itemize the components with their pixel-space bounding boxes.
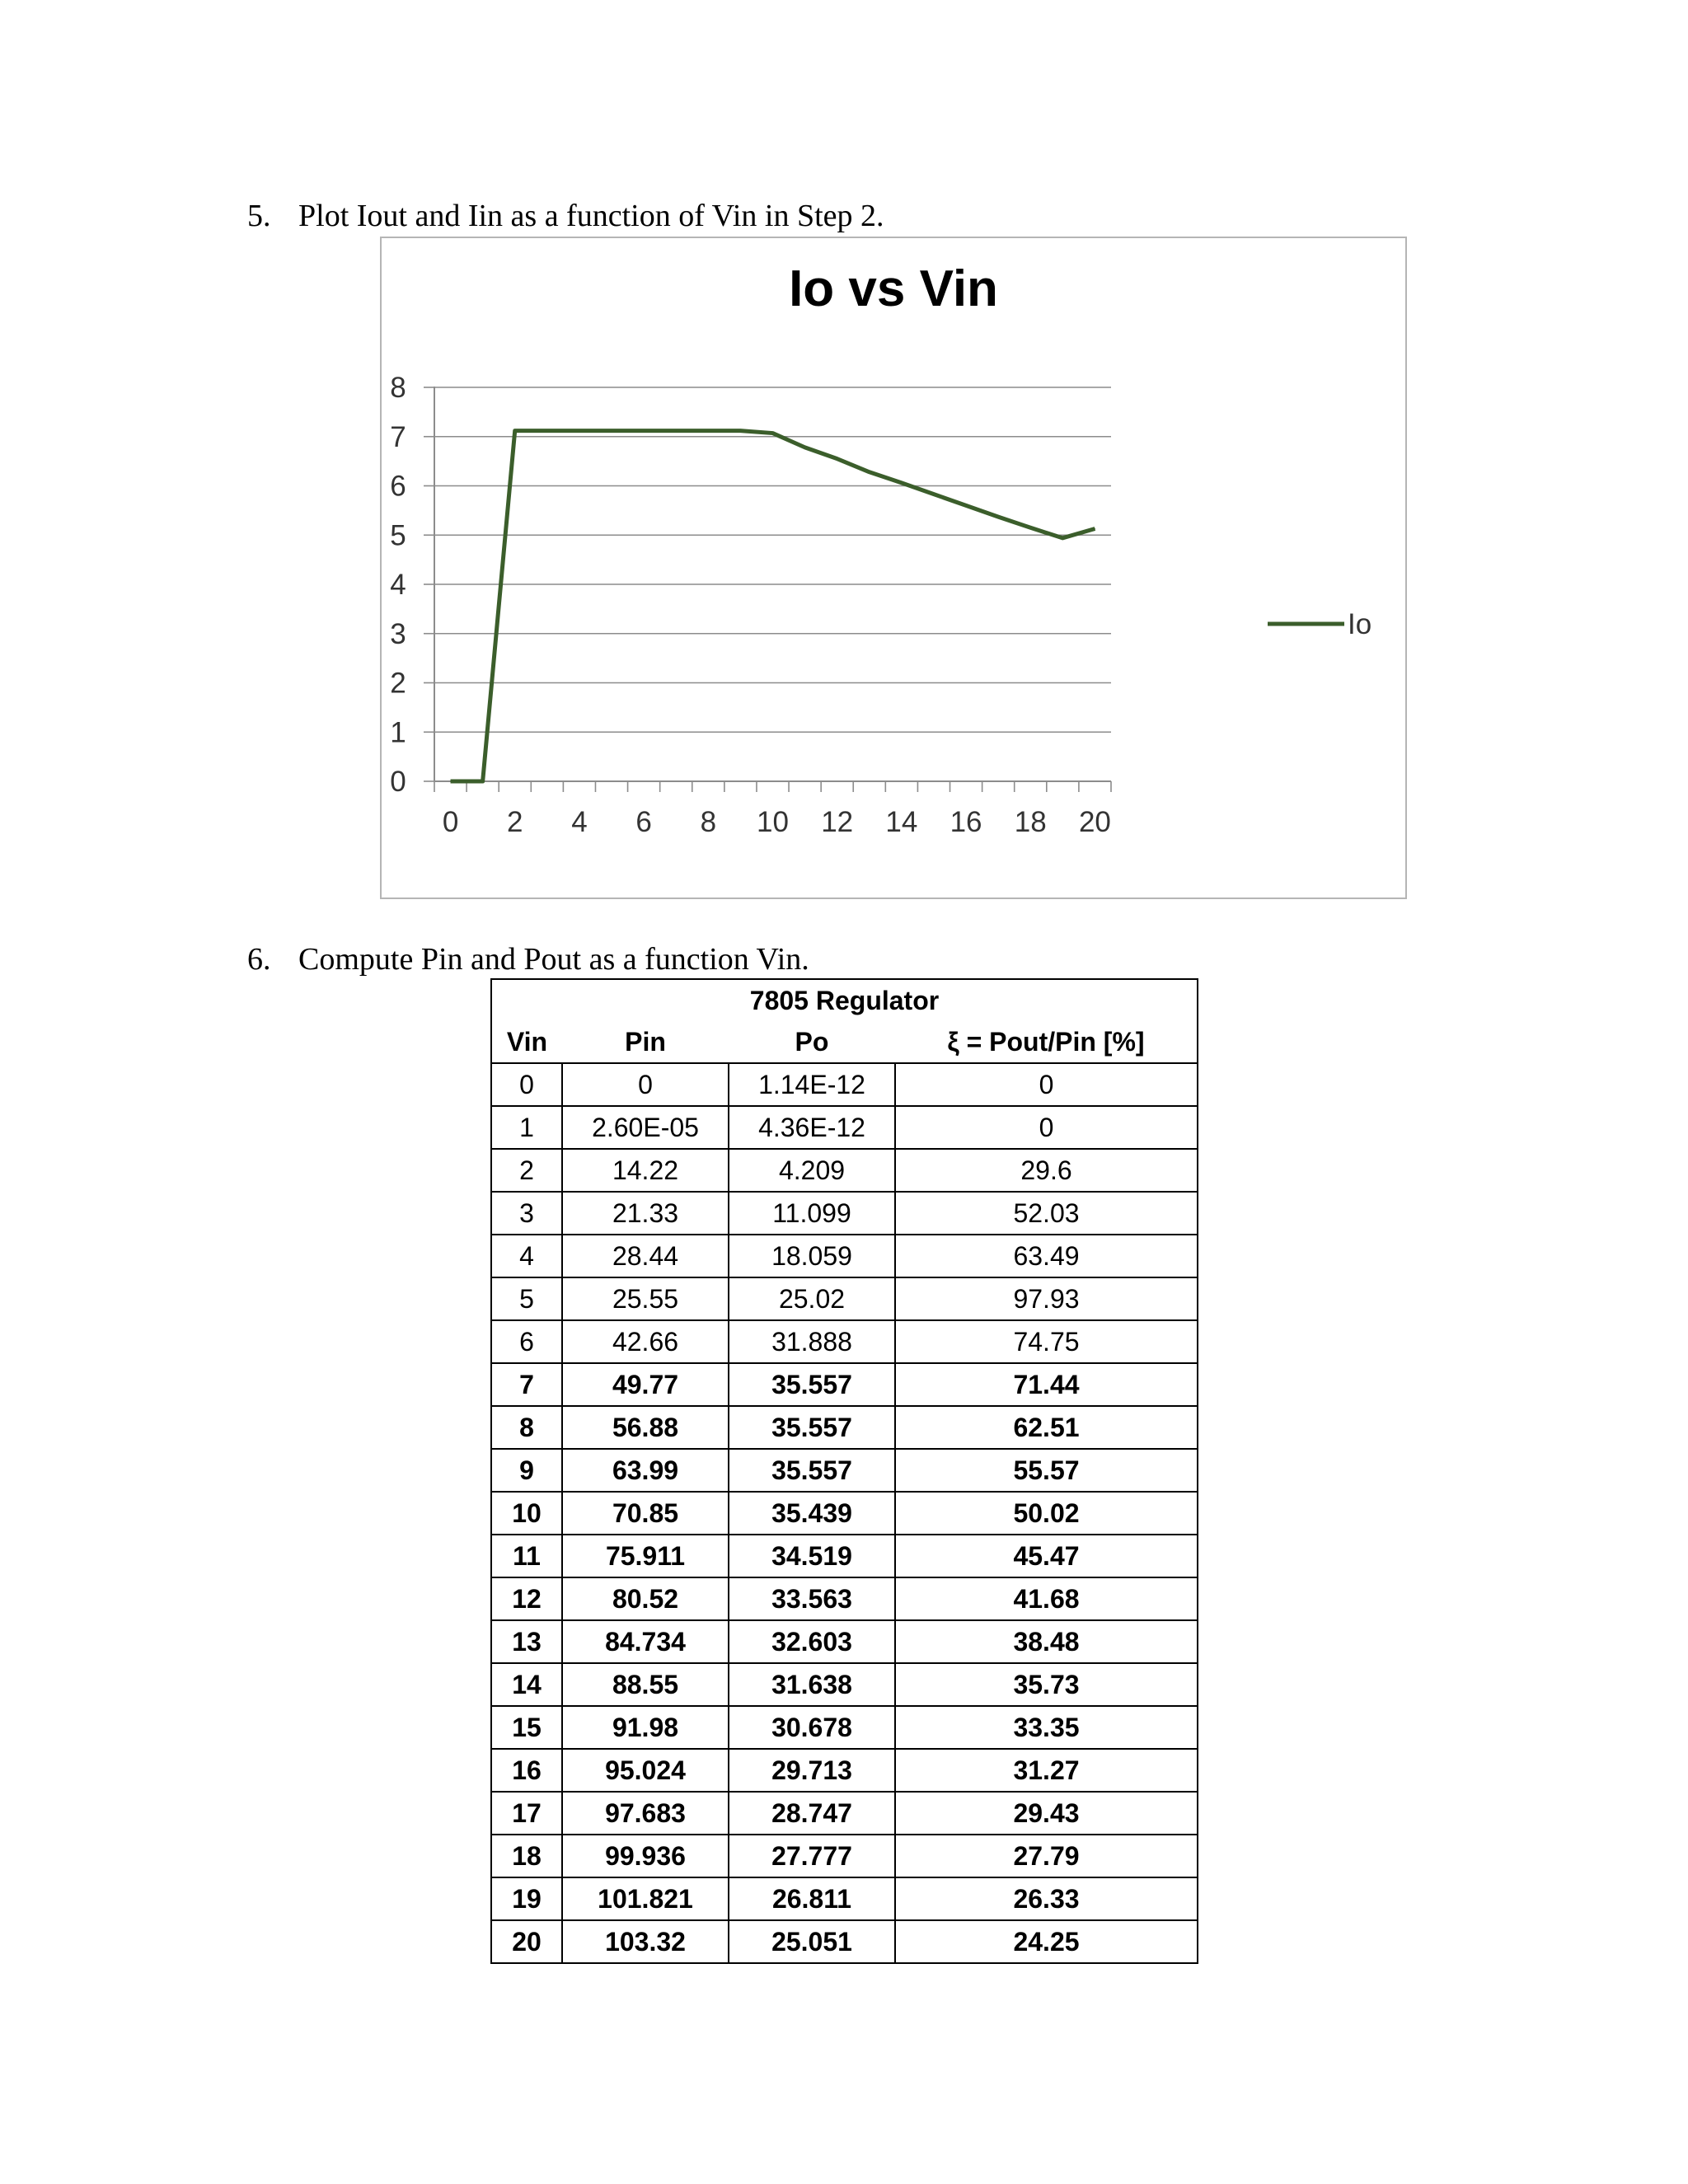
table-title-row — [491, 979, 1198, 1021]
cell-efficiency: 41.68 — [895, 1577, 1198, 1620]
cell-pin: 88.55 — [562, 1663, 729, 1706]
y-tick-label: 1 — [390, 716, 406, 749]
table-row — [491, 1449, 1198, 1492]
cell-po: 35.439 — [729, 1492, 895, 1535]
data-point — [450, 781, 451, 782]
cell-po: 29.713 — [729, 1749, 895, 1792]
cell-pin: 14.22 — [562, 1149, 729, 1192]
cell-vin: 5 — [491, 1277, 562, 1320]
table-row — [491, 1920, 1198, 1963]
cell-vin: 1 — [491, 1106, 562, 1149]
cell-efficiency: 62.51 — [895, 1406, 1198, 1449]
section-6-number: 6. — [247, 942, 271, 977]
table-row — [491, 1320, 1198, 1363]
table-row — [491, 1363, 1198, 1406]
data-point — [644, 430, 645, 431]
cell-po: 28.747 — [729, 1792, 895, 1835]
cell-vin: 4 — [491, 1235, 562, 1277]
cell-efficiency: 74.75 — [895, 1320, 1198, 1363]
cell-po: 4.36E-12 — [729, 1106, 895, 1149]
data-point — [546, 430, 547, 431]
cell-po: 25.02 — [729, 1277, 895, 1320]
cell-po: 35.557 — [729, 1363, 895, 1406]
cell-po: 4.209 — [729, 1149, 895, 1192]
cell-efficiency: 31.27 — [895, 1749, 1198, 1792]
cell-pin: 97.683 — [562, 1792, 729, 1835]
x-tick-label: 0 — [442, 806, 459, 838]
cell-po: 26.811 — [729, 1877, 895, 1920]
data-point — [1062, 537, 1063, 538]
cell-po: 1.14E-12 — [729, 1063, 895, 1106]
data-point — [804, 447, 805, 448]
cell-efficiency: 29.43 — [895, 1792, 1198, 1835]
cell-vin: 15 — [491, 1706, 562, 1749]
cell-pin: 49.77 — [562, 1363, 729, 1406]
cell-vin: 2 — [491, 1149, 562, 1192]
cell-vin: 0 — [491, 1063, 562, 1106]
cell-vin: 6 — [491, 1320, 562, 1363]
x-tick-label: 16 — [950, 806, 982, 838]
regulator-table — [490, 978, 1198, 1964]
cell-vin: 17 — [491, 1792, 562, 1835]
data-point — [482, 781, 483, 782]
cell-vin: 19 — [491, 1877, 562, 1920]
cell-pin: 21.33 — [562, 1192, 729, 1235]
table-row — [491, 1535, 1198, 1577]
cell-efficiency: 38.48 — [895, 1620, 1198, 1663]
cell-pin: 25.55 — [562, 1277, 729, 1320]
table-header-row — [491, 1021, 1198, 1063]
table-row — [491, 1277, 1198, 1320]
cell-vin: 7 — [491, 1363, 562, 1406]
cell-pin: 91.98 — [562, 1706, 729, 1749]
cell-pin: 103.32 — [562, 1920, 729, 1963]
section-6-heading — [247, 941, 809, 977]
cell-pin: 42.66 — [562, 1320, 729, 1363]
x-tick-label: 10 — [757, 806, 789, 838]
legend-label: Io — [1348, 608, 1372, 640]
table-row — [491, 1063, 1198, 1106]
cell-pin: 2.60E-05 — [562, 1106, 729, 1149]
cell-pin: 70.85 — [562, 1492, 729, 1535]
y-tick-label: 8 — [390, 372, 406, 404]
cell-pin: 95.024 — [562, 1749, 729, 1792]
cell-vin: 3 — [491, 1192, 562, 1235]
data-point — [740, 430, 741, 431]
header-po: Po — [729, 1021, 895, 1063]
y-tick-label: 7 — [390, 420, 406, 453]
chart-title: Io vs Vin — [789, 260, 998, 317]
cell-efficiency: 27.79 — [895, 1835, 1198, 1877]
cell-vin: 14 — [491, 1663, 562, 1706]
cell-efficiency: 24.25 — [1013, 1927, 1080, 1957]
table-row — [491, 1877, 1198, 1920]
y-tick-label: 4 — [390, 569, 406, 601]
section-5-heading — [247, 198, 884, 234]
y-tick-label: 0 — [390, 766, 406, 798]
data-point — [1030, 527, 1031, 528]
cell-efficiency: 0 — [895, 1063, 1198, 1106]
data-point — [998, 517, 999, 518]
cell-po: 31.888 — [729, 1320, 895, 1363]
x-tick-label: 20 — [1078, 806, 1111, 838]
cell-efficiency: 35.73 — [895, 1663, 1198, 1706]
table-row — [491, 1406, 1198, 1449]
table-row — [491, 1792, 1198, 1835]
data-point — [772, 433, 773, 434]
table-row — [491, 1192, 1198, 1235]
section-5-text: Plot Iout and Iin as a function of Vin in Step 2. — [298, 199, 884, 233]
cell-pin: 75.911 — [562, 1535, 729, 1577]
cell-efficiency: 63.49 — [895, 1235, 1198, 1277]
cell-pin: 84.734 — [562, 1620, 729, 1663]
cell-efficiency: 45.47 — [895, 1535, 1198, 1577]
header-pin: Pin — [562, 1021, 729, 1063]
table-row — [491, 1663, 1198, 1706]
x-tick-label: 6 — [635, 806, 652, 838]
x-tick-label: 18 — [1014, 806, 1047, 838]
y-tick-label: 3 — [390, 617, 406, 650]
x-tick-label: 2 — [507, 806, 523, 838]
cell-po: 11.099 — [729, 1192, 895, 1235]
cell-po: 27.777 — [729, 1835, 895, 1877]
table-row — [491, 1620, 1198, 1663]
cell-po: 31.638 — [729, 1663, 895, 1706]
x-tick-label: 4 — [571, 806, 588, 838]
cell-pin: 63.99 — [562, 1449, 729, 1492]
cell-pin: 28.44 — [562, 1235, 729, 1277]
table-row — [491, 1577, 1198, 1620]
cell-efficiency: 0 — [895, 1106, 1198, 1149]
table-row — [491, 1106, 1198, 1149]
header-vin: Vin — [491, 1021, 562, 1063]
regulator-table-wrapper — [490, 978, 1198, 1964]
y-tick-label: 6 — [390, 470, 406, 503]
table-row — [491, 1749, 1198, 1792]
cell-efficiency: 71.44 — [895, 1363, 1198, 1406]
x-tick-label: 12 — [821, 806, 854, 838]
cell-efficiency: 50.02 — [895, 1492, 1198, 1535]
x-tick-label: 8 — [700, 806, 717, 838]
data-point — [869, 471, 870, 472]
chart-canvas — [382, 238, 1405, 898]
io-vs-vin-chart — [380, 237, 1407, 899]
y-tick-label: 5 — [390, 519, 406, 552]
cell-efficiency: 29.6 — [895, 1149, 1198, 1192]
cell-po: 34.519 — [729, 1535, 895, 1577]
cell-pin: 56.88 — [562, 1406, 729, 1449]
data-point — [514, 430, 515, 431]
section-6-text: Compute Pin and Pout as a function Vin. — [298, 942, 809, 977]
cell-vin: 9 — [491, 1449, 562, 1492]
cell-efficiency: 26.33 — [895, 1877, 1198, 1920]
series-io-line — [451, 431, 1095, 781]
data-point — [901, 482, 902, 483]
cell-efficiency: 33.35 — [895, 1706, 1198, 1749]
table-row — [491, 1492, 1198, 1535]
cell-vin: 10 — [491, 1492, 562, 1535]
data-point — [676, 430, 677, 431]
cell-po: 30.678 — [729, 1706, 895, 1749]
header-efficiency: ξ = Pout/Pin [%] — [895, 1021, 1198, 1063]
data-point — [708, 430, 709, 431]
cell-po: 35.557 — [729, 1449, 895, 1492]
cell-efficiency: 97.93 — [895, 1277, 1198, 1320]
section-5-number: 5. — [247, 199, 271, 233]
cell-vin: 20 — [491, 1920, 562, 1963]
cell-vin: 13 — [491, 1620, 562, 1663]
cell-po: 18.059 — [729, 1235, 895, 1277]
cell-vin: 11 — [491, 1535, 562, 1577]
table-row — [491, 1706, 1198, 1749]
cell-pin: 0 — [562, 1063, 729, 1106]
table-title: 7805 Regulator — [749, 986, 940, 1015]
y-tick-label: 2 — [390, 667, 406, 700]
cell-vin: 18 — [491, 1835, 562, 1877]
cell-po: 25.051 — [729, 1920, 895, 1963]
table-row — [491, 1235, 1198, 1277]
cell-vin: 8 — [491, 1406, 562, 1449]
cell-po: 33.563 — [729, 1577, 895, 1620]
table-row — [491, 1149, 1198, 1192]
cell-pin: 99.936 — [562, 1835, 729, 1877]
cell-efficiency: 55.57 — [895, 1449, 1198, 1492]
x-tick-label: 14 — [885, 806, 918, 838]
table-row — [491, 1835, 1198, 1877]
cell-vin: 16 — [491, 1749, 562, 1792]
cell-efficiency: 52.03 — [895, 1192, 1198, 1235]
cell-po: 35.557 — [729, 1406, 895, 1449]
cell-pin: 101.821 — [562, 1877, 729, 1920]
cell-po: 32.603 — [729, 1620, 895, 1663]
cell-pin: 80.52 — [562, 1577, 729, 1620]
data-point — [966, 505, 967, 506]
cell-vin: 12 — [491, 1577, 562, 1620]
